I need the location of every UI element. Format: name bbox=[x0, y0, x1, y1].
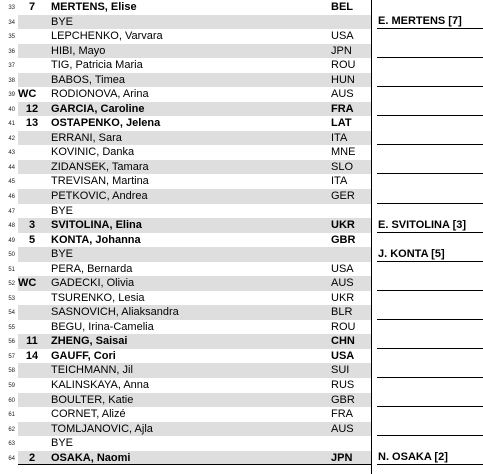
player-country: ITA bbox=[331, 175, 348, 188]
draw-position: 50 bbox=[8, 252, 15, 259]
player-name: HIBI, Mayo bbox=[51, 44, 106, 57]
player-country: AUS bbox=[331, 88, 354, 101]
player-country: RUS bbox=[331, 379, 355, 392]
entry-mark: WC bbox=[18, 277, 37, 290]
draw-position: 38 bbox=[8, 77, 15, 84]
player-name: ZHENG, Saisai bbox=[51, 335, 128, 348]
draw-position: 57 bbox=[8, 353, 15, 360]
player-country: USA bbox=[331, 349, 355, 362]
draw-position: 48 bbox=[8, 223, 15, 230]
draw-position: 53 bbox=[8, 295, 15, 302]
seed-number: 14 bbox=[25, 349, 39, 362]
player-country: AUS bbox=[331, 422, 354, 435]
player-country: BLR bbox=[331, 306, 353, 319]
player-name: TOMLJANOVIC, Ajla bbox=[51, 422, 153, 435]
draw-position: 36 bbox=[8, 48, 15, 55]
player-country: JPN bbox=[331, 451, 353, 464]
player-name: RODIONOVA, Arina bbox=[51, 88, 149, 101]
player-country: GER bbox=[331, 190, 355, 203]
draw-position: 51 bbox=[8, 266, 15, 273]
player-name: GADECKI, Olivia bbox=[51, 277, 135, 290]
draw-position: 33 bbox=[8, 5, 15, 11]
draw-position: 62 bbox=[8, 426, 15, 433]
player-country: UKR bbox=[331, 291, 355, 304]
player-name: OSTAPENKO, Jelena bbox=[51, 117, 161, 130]
player-name: PERA, Bernarda bbox=[51, 262, 133, 275]
player-country: GBR bbox=[331, 393, 355, 406]
player-name: SVITOLINA, Elina bbox=[51, 219, 142, 232]
player-name: BYE bbox=[51, 437, 74, 450]
player-country: MNE bbox=[331, 146, 356, 159]
player-name: LEPCHENKO, Varvara bbox=[51, 30, 163, 43]
player-country: ROU bbox=[331, 59, 356, 72]
second-round-slot bbox=[372, 436, 483, 465]
second-round-line bbox=[377, 464, 483, 465]
player-name: TIG, Patricia Maria bbox=[51, 59, 143, 72]
player-country: USA bbox=[331, 262, 354, 275]
player-name: BYE bbox=[51, 15, 74, 28]
second-round-slot bbox=[372, 0, 483, 29]
player-country: CHN bbox=[331, 335, 355, 348]
draw-position: 39 bbox=[8, 92, 15, 99]
second-round-slot bbox=[372, 116, 483, 145]
draw-position: 43 bbox=[8, 150, 15, 157]
draw-position: 42 bbox=[8, 135, 15, 142]
draw-position: 58 bbox=[8, 368, 15, 375]
second-round-slot bbox=[372, 233, 483, 262]
draw-position: 56 bbox=[8, 339, 15, 346]
draw-position: 54 bbox=[8, 310, 15, 317]
second-round-slot bbox=[372, 145, 483, 174]
player-country: SUI bbox=[331, 364, 350, 377]
player-country: ITA bbox=[331, 131, 348, 144]
draw-position: 63 bbox=[8, 441, 15, 448]
second-round-slot bbox=[372, 174, 483, 203]
player-name: OSAKA, Naomi bbox=[51, 451, 131, 464]
draw-position: 35 bbox=[8, 34, 15, 41]
player-name: BOULTER, Katie bbox=[51, 393, 134, 406]
player-name: BYE bbox=[51, 248, 74, 261]
player-name: TREVISAN, Martina bbox=[51, 175, 149, 188]
seed-number: 7 bbox=[28, 1, 36, 13]
player-country: GBR bbox=[331, 233, 356, 246]
player-name: ERRANI, Sara bbox=[51, 131, 122, 144]
player-country: SLO bbox=[331, 160, 354, 173]
second-round-slot bbox=[372, 407, 483, 436]
player-name: ZIDANSEK, Tamara bbox=[51, 160, 149, 173]
player-country: JPN bbox=[331, 44, 352, 57]
player-name: BYE bbox=[51, 204, 74, 217]
draw-position: 61 bbox=[8, 412, 15, 419]
draw-position: 55 bbox=[8, 324, 15, 331]
player-name: KONTA, Johanna bbox=[51, 233, 141, 246]
draw-position: 52 bbox=[8, 281, 15, 288]
second-round-name: E. MERTENS [7] bbox=[378, 15, 462, 28]
second-round-name: N. OSAKA [2] bbox=[378, 451, 448, 464]
seed-number: 12 bbox=[25, 102, 39, 115]
draw-position: 60 bbox=[8, 397, 15, 404]
draw-position: 46 bbox=[8, 194, 15, 201]
draw-position: 37 bbox=[8, 63, 15, 70]
second-round-slot bbox=[372, 29, 483, 58]
row-border bbox=[18, 464, 371, 465]
player-country: FRA bbox=[331, 102, 354, 115]
second-round-slot bbox=[372, 349, 483, 378]
player-country: AUS bbox=[331, 277, 354, 290]
player-name: PETKOVIC, Andrea bbox=[51, 190, 148, 203]
player-name: TSURENKO, Lesia bbox=[51, 291, 145, 304]
player-name: MERTENS, Elise bbox=[51, 1, 137, 13]
seed-number: 11 bbox=[26, 335, 38, 348]
player-name: BEGU, Irina-Camelia bbox=[51, 320, 154, 333]
player-name: SASNOVICH, Aliaksandra bbox=[51, 306, 179, 319]
player-name: GARCIA, Caroline bbox=[51, 102, 145, 115]
second-round-name: E. SVITOLINA [3] bbox=[378, 218, 467, 231]
draw-position: 34 bbox=[8, 19, 15, 26]
second-round-slot bbox=[372, 87, 483, 116]
player-country: BEL bbox=[331, 1, 353, 13]
player-name: KALINSKAYA, Anna bbox=[51, 379, 150, 392]
player-country: USA bbox=[331, 30, 354, 43]
player-country: HUN bbox=[331, 73, 355, 86]
draw-position: 49 bbox=[8, 237, 15, 244]
player-name: KOVINIC, Danka bbox=[51, 146, 135, 159]
draw-position: 45 bbox=[8, 179, 15, 186]
draw-position: 40 bbox=[8, 106, 15, 113]
draw-position: 41 bbox=[8, 121, 15, 128]
seed-number: 13 bbox=[25, 117, 39, 130]
player-country: LAT bbox=[331, 117, 352, 130]
seed-number: 5 bbox=[28, 233, 36, 246]
second-round-name: J. KONTA [5] bbox=[378, 247, 445, 260]
second-round-slot bbox=[372, 291, 483, 320]
draw-position: 64 bbox=[8, 455, 15, 462]
draw-position: 59 bbox=[8, 383, 15, 390]
player-name: BABOS, Timea bbox=[51, 73, 125, 86]
player-name: TEICHMANN, Jil bbox=[51, 364, 133, 377]
player-name: CORNET, Alizé bbox=[51, 408, 126, 421]
player-country: UKR bbox=[331, 219, 355, 232]
second-round-slot bbox=[372, 320, 483, 349]
player-country: FRA bbox=[331, 408, 353, 421]
player-country: ROU bbox=[331, 320, 356, 333]
player-name: GAUFF, Cori bbox=[51, 349, 116, 362]
second-round-slot bbox=[372, 58, 483, 87]
draw-position: 44 bbox=[8, 164, 15, 171]
second-round-slot bbox=[372, 378, 483, 407]
seed-number: 2 bbox=[28, 451, 36, 464]
entry-mark: WC bbox=[18, 88, 37, 101]
seed-number: 3 bbox=[28, 219, 36, 232]
second-round-slot bbox=[372, 262, 483, 291]
second-round-slot bbox=[372, 204, 483, 233]
draw-position: 47 bbox=[8, 208, 15, 215]
